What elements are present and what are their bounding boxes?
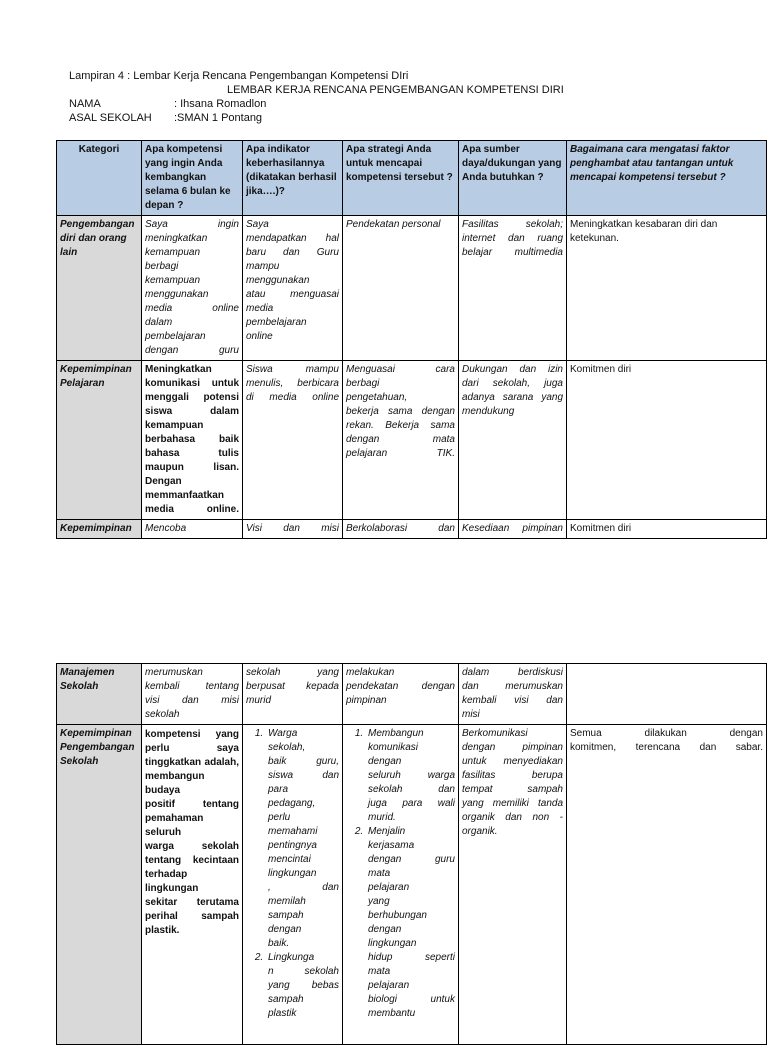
cell-line: organik dan non -: [462, 812, 563, 823]
cell-line: pembelajaran: [246, 317, 307, 328]
cell-sumber: [459, 361, 567, 520]
cell-line: dengan mata: [346, 434, 455, 445]
cell-line: mencintai: [268, 854, 311, 865]
cell-mengatasi: [567, 725, 767, 1045]
cell-line: komunikasi untuk: [145, 378, 239, 389]
cell-indikator: [243, 216, 343, 361]
cell-line: kembali tentang: [145, 681, 239, 692]
cell-kategori: Kepemimpinan: [57, 520, 142, 539]
cell-line: berbagi: [346, 378, 380, 389]
cell-line: murid: [246, 695, 272, 706]
numbered-list: [246, 727, 339, 1021]
cell-line: Visi dan misi: [246, 523, 339, 534]
cell-line: biologi untuk: [368, 994, 455, 1005]
cell-kompetensi: [142, 361, 243, 520]
cell-line: 2. Menjalin: [368, 826, 406, 837]
cell-line: pentingnya: [268, 840, 317, 851]
cell-line: perihal sampah: [145, 911, 239, 922]
cell-line: dengan: [368, 756, 402, 767]
cell-line: para: [268, 784, 289, 795]
cell-line: adanya sarana yang: [462, 392, 563, 403]
cell-line: dengan guru: [145, 345, 239, 356]
cell-kompetensi: [142, 216, 243, 361]
cell-strategi: [343, 216, 459, 361]
cell-line: terhadap lingkungan: [145, 869, 199, 894]
cell-line: dari sekolah, juga: [462, 378, 563, 389]
competency-table-page-2: [56, 663, 767, 1045]
cell-line: dan merumuskan: [462, 681, 563, 692]
cell-line: membangun budaya: [145, 771, 205, 796]
cell-line: media: [246, 303, 274, 314]
cell-line: Meningkatkan: [145, 364, 212, 375]
cell-line: Meningkatkan kesabaran diri dan: [570, 219, 718, 230]
cell-line: Berkomunikasi: [462, 728, 528, 739]
cell-line: dalam: [145, 317, 173, 328]
cell-indikator: [243, 520, 343, 539]
cell-line: n sekolah: [268, 966, 339, 977]
cell-line: sekolah: [145, 709, 180, 720]
cell-line: baru dan Guru: [246, 247, 339, 258]
cell-line: Dengan: [145, 476, 182, 487]
cell-line: plastik: [268, 1008, 297, 1019]
cell-line: fasilitas berupa: [462, 770, 563, 781]
cell-line: positif tentang: [145, 799, 239, 810]
cell-sumber: [459, 725, 567, 1045]
cell-line: Dukungan dan izin: [462, 364, 563, 375]
cell-line: menggali potensi: [145, 392, 239, 403]
cell-line: misi: [462, 709, 480, 720]
cell-line: bahasa tulis: [145, 448, 239, 459]
cell-line: baik.: [268, 938, 290, 949]
table-row: [57, 361, 767, 520]
cell-line: plastik.: [145, 925, 180, 936]
cell-line: tentang kecintaan: [145, 855, 239, 866]
cell-line: yang memiliki tanda: [462, 798, 563, 809]
table-row: [57, 520, 767, 539]
cell-line: melakukan: [346, 667, 395, 678]
cell-line: pembelajaran: [145, 331, 206, 342]
cell-line: menulis, berbicara: [246, 378, 339, 389]
cell-line: kompetensi yang: [145, 729, 239, 740]
cell-line: media online.: [145, 504, 239, 515]
cell-line: memahami: [268, 826, 318, 837]
cell-line: siswa dalam: [145, 406, 239, 417]
cell-line: 1. Membangun: [368, 728, 424, 739]
cell-sumber: [459, 216, 567, 361]
cell-line: 1. Warga: [268, 728, 298, 739]
cell-line: baik guru,: [268, 756, 339, 767]
cell-line: sekolah yang: [246, 667, 339, 678]
cell-line: Saya: [246, 219, 269, 230]
cell-line: rekan. Bekerja sama: [346, 420, 455, 431]
cell-line: pengetahuan,: [346, 392, 408, 403]
cell-line: pendekatan dengan: [346, 681, 455, 692]
cell-mengatasi: [567, 216, 767, 361]
cell-line: dengan: [268, 924, 302, 935]
cell-line: mata: [368, 966, 391, 977]
header-kategori: Kategori: [57, 141, 142, 216]
cell-kompetensi: [142, 664, 243, 725]
cell-line: mendapatkan hal: [246, 233, 339, 244]
cell-line: seluruh warga: [368, 770, 455, 781]
cell-line: Siswa mampu: [246, 364, 339, 375]
cell-line: sekolah dan: [368, 784, 455, 795]
cell-line: Fasilitas sekolah;: [462, 219, 563, 230]
cell-line: murid.: [368, 812, 396, 823]
cell-line: yang bebas: [268, 980, 339, 991]
name-value: : Ihsana Romadlon: [174, 98, 267, 110]
cell-line: pelajaran: [368, 980, 410, 991]
cell-line: mendukung: [462, 406, 515, 417]
cell-line: untuk menyediakan: [462, 756, 563, 767]
table-row: [57, 216, 767, 361]
cell-line: membantu: [368, 1008, 416, 1019]
cell-line: kembali visi dan: [462, 695, 563, 706]
list-item: [266, 951, 339, 1021]
cell-indikator: [243, 361, 343, 520]
cell-kategori: Manajemen Sekolah: [57, 664, 142, 725]
cell-line: menggunakan: [246, 275, 310, 286]
cell-line: berbahasa baik: [145, 434, 239, 445]
cell-line: berbagi: [145, 261, 179, 272]
cell-line: meningkatkan: [145, 233, 208, 244]
cell-line: Kesediaan pimpinan: [462, 523, 563, 534]
cell-line: perlu: [268, 812, 291, 823]
header-mengatasi: Bagaimana cara mengatasi faktor penghambat atau tantangan untuk mencapai kompetensi tersebut ?: [567, 141, 767, 216]
cell-line: lingkungan: [368, 938, 417, 949]
cell-line: pelajaran TIK.: [346, 448, 455, 459]
cell-sumber: [459, 664, 567, 725]
cell-line: juga para wali: [368, 798, 455, 809]
cell-line: kemampuan: [145, 275, 201, 286]
cell-line: dengan: [368, 924, 402, 935]
cell-line: sampah: [268, 994, 304, 1005]
cell-line: Komitmen diri: [570, 523, 632, 534]
cell-line: komitmen, terencana dan sabar.: [570, 742, 763, 753]
list-item: [366, 825, 455, 1021]
cell-line: maupun lisan.: [145, 462, 239, 473]
cell-line: pemahaman seluruh: [145, 813, 204, 838]
header-indikator: Apa indikator keberhasilannya (dikatakan berhasil jika….)?: [243, 141, 343, 216]
numbered-list: [346, 727, 455, 1021]
cell-line: pimpinan: [346, 695, 387, 706]
cell-line: dengan guru: [368, 854, 455, 865]
cell-line: mata: [368, 868, 391, 879]
cell-line: dalam berdiskusi: [462, 667, 563, 678]
list-item: [366, 727, 455, 825]
competency-table-page-1: [56, 140, 767, 539]
header-sumber: Apa sumber daya/dukungan yang Anda butuhkan ?: [459, 141, 567, 216]
cell-kategori: Kepemimpinan Pelajaran: [57, 361, 142, 520]
cell-line: ketekunan.: [570, 233, 619, 244]
cell-line: memmanfaatkan: [145, 490, 224, 501]
cell-line: Mencoba: [145, 523, 187, 534]
cell-line: pelajaran: [368, 882, 410, 893]
cell-line: tinggkatkan adalah,: [145, 757, 239, 768]
cell-line: Pendekatan personal: [346, 219, 441, 230]
cell-kategori: Pengembangan diri dan orang lain: [57, 216, 142, 361]
cell-kompetensi: [142, 725, 243, 1045]
cell-line: di media online: [246, 392, 339, 403]
cell-line: merumuskan: [145, 667, 203, 678]
cell-strategi: [343, 520, 459, 539]
cell-indikator: [243, 664, 343, 725]
cell-line: siswa dan: [268, 770, 339, 781]
appendix-label: Lampiran 4 : Lembar Kerja Rencana Pengembangan Kompetensi DIri: [69, 70, 409, 82]
cell-indikator: [243, 725, 343, 1045]
cell-sumber: [459, 520, 567, 539]
cell-line: belajar multimedia: [462, 247, 563, 258]
cell-line: atau menguasai: [246, 289, 339, 300]
cell-strategi: [343, 664, 459, 725]
cell-line: lingkungan: [268, 868, 317, 879]
header-kompetensi: Apa kompetensi yang ingin Anda kembangkan selama 6 bulan ke depan ?: [142, 141, 243, 216]
cell-line: perlu saya: [145, 743, 239, 754]
cell-line: Saya ingin: [145, 219, 239, 230]
cell-strategi: [343, 725, 459, 1045]
table-row: [57, 725, 767, 1045]
cell-line: sekitar terutama: [145, 897, 239, 908]
cell-line: media online: [145, 303, 239, 314]
cell-line: hidup seperti: [368, 952, 455, 963]
cell-line: Berkolaborasi dan: [346, 523, 455, 534]
cell-line: yang: [368, 896, 390, 907]
cell-line: internet dan ruang: [462, 233, 563, 244]
cell-kategori: Kepemimpinan Pengembangan Sekolah: [57, 725, 142, 1045]
cell-line: kemampuan: [145, 420, 204, 431]
cell-line: komunikasi: [368, 742, 419, 753]
cell-line: pedagang,: [268, 798, 316, 809]
name-label: NAMA: [69, 98, 101, 110]
cell-line: kemampuan: [145, 247, 201, 258]
cell-line: organik.: [462, 826, 498, 837]
cell-line: Semua dilakukan dengan: [570, 728, 763, 739]
cell-line: mampu: [246, 261, 280, 272]
school-value: :SMAN 1 Pontang: [174, 112, 263, 124]
cell-mengatasi: [567, 664, 767, 725]
cell-line: menggunakan: [145, 289, 209, 300]
cell-line: 2. Lingkunga: [268, 952, 315, 963]
list-item: [266, 727, 339, 951]
cell-line: bekerja sama dengan: [346, 406, 455, 417]
cell-kompetensi: [142, 520, 243, 539]
cell-line: memilah: [268, 896, 306, 907]
cell-line: sekolah,: [268, 742, 306, 753]
cell-line: sampah: [268, 910, 304, 921]
header-strategi: Apa strategi Anda untuk mencapai kompetensi tersebut ?: [343, 141, 459, 216]
cell-line: berhubungan: [368, 910, 427, 921]
cell-line: dengan pimpinan: [462, 742, 563, 753]
cell-line: tempat sampah: [462, 784, 563, 795]
table-row: [57, 664, 767, 725]
cell-line: visi dan misi: [145, 695, 239, 706]
cell-mengatasi: [567, 361, 767, 520]
table-header-row: [57, 141, 767, 216]
document-title: LEMBAR KERJA RENCANA PENGEMBANGAN KOMPETENSI DIRI: [227, 84, 564, 96]
cell-line: kerjasama: [368, 840, 415, 851]
cell-line: Menguasai cara: [346, 364, 455, 375]
cell-line: warga sekolah: [145, 841, 239, 852]
cell-line: Komitmen diri: [570, 364, 632, 375]
cell-line: , dan: [268, 882, 339, 893]
school-label: ASAL SEKOLAH: [69, 112, 152, 124]
cell-line: berpusat kepada: [246, 681, 339, 692]
cell-mengatasi: [567, 520, 767, 539]
cell-line: online: [246, 331, 273, 342]
cell-strategi: [343, 361, 459, 520]
